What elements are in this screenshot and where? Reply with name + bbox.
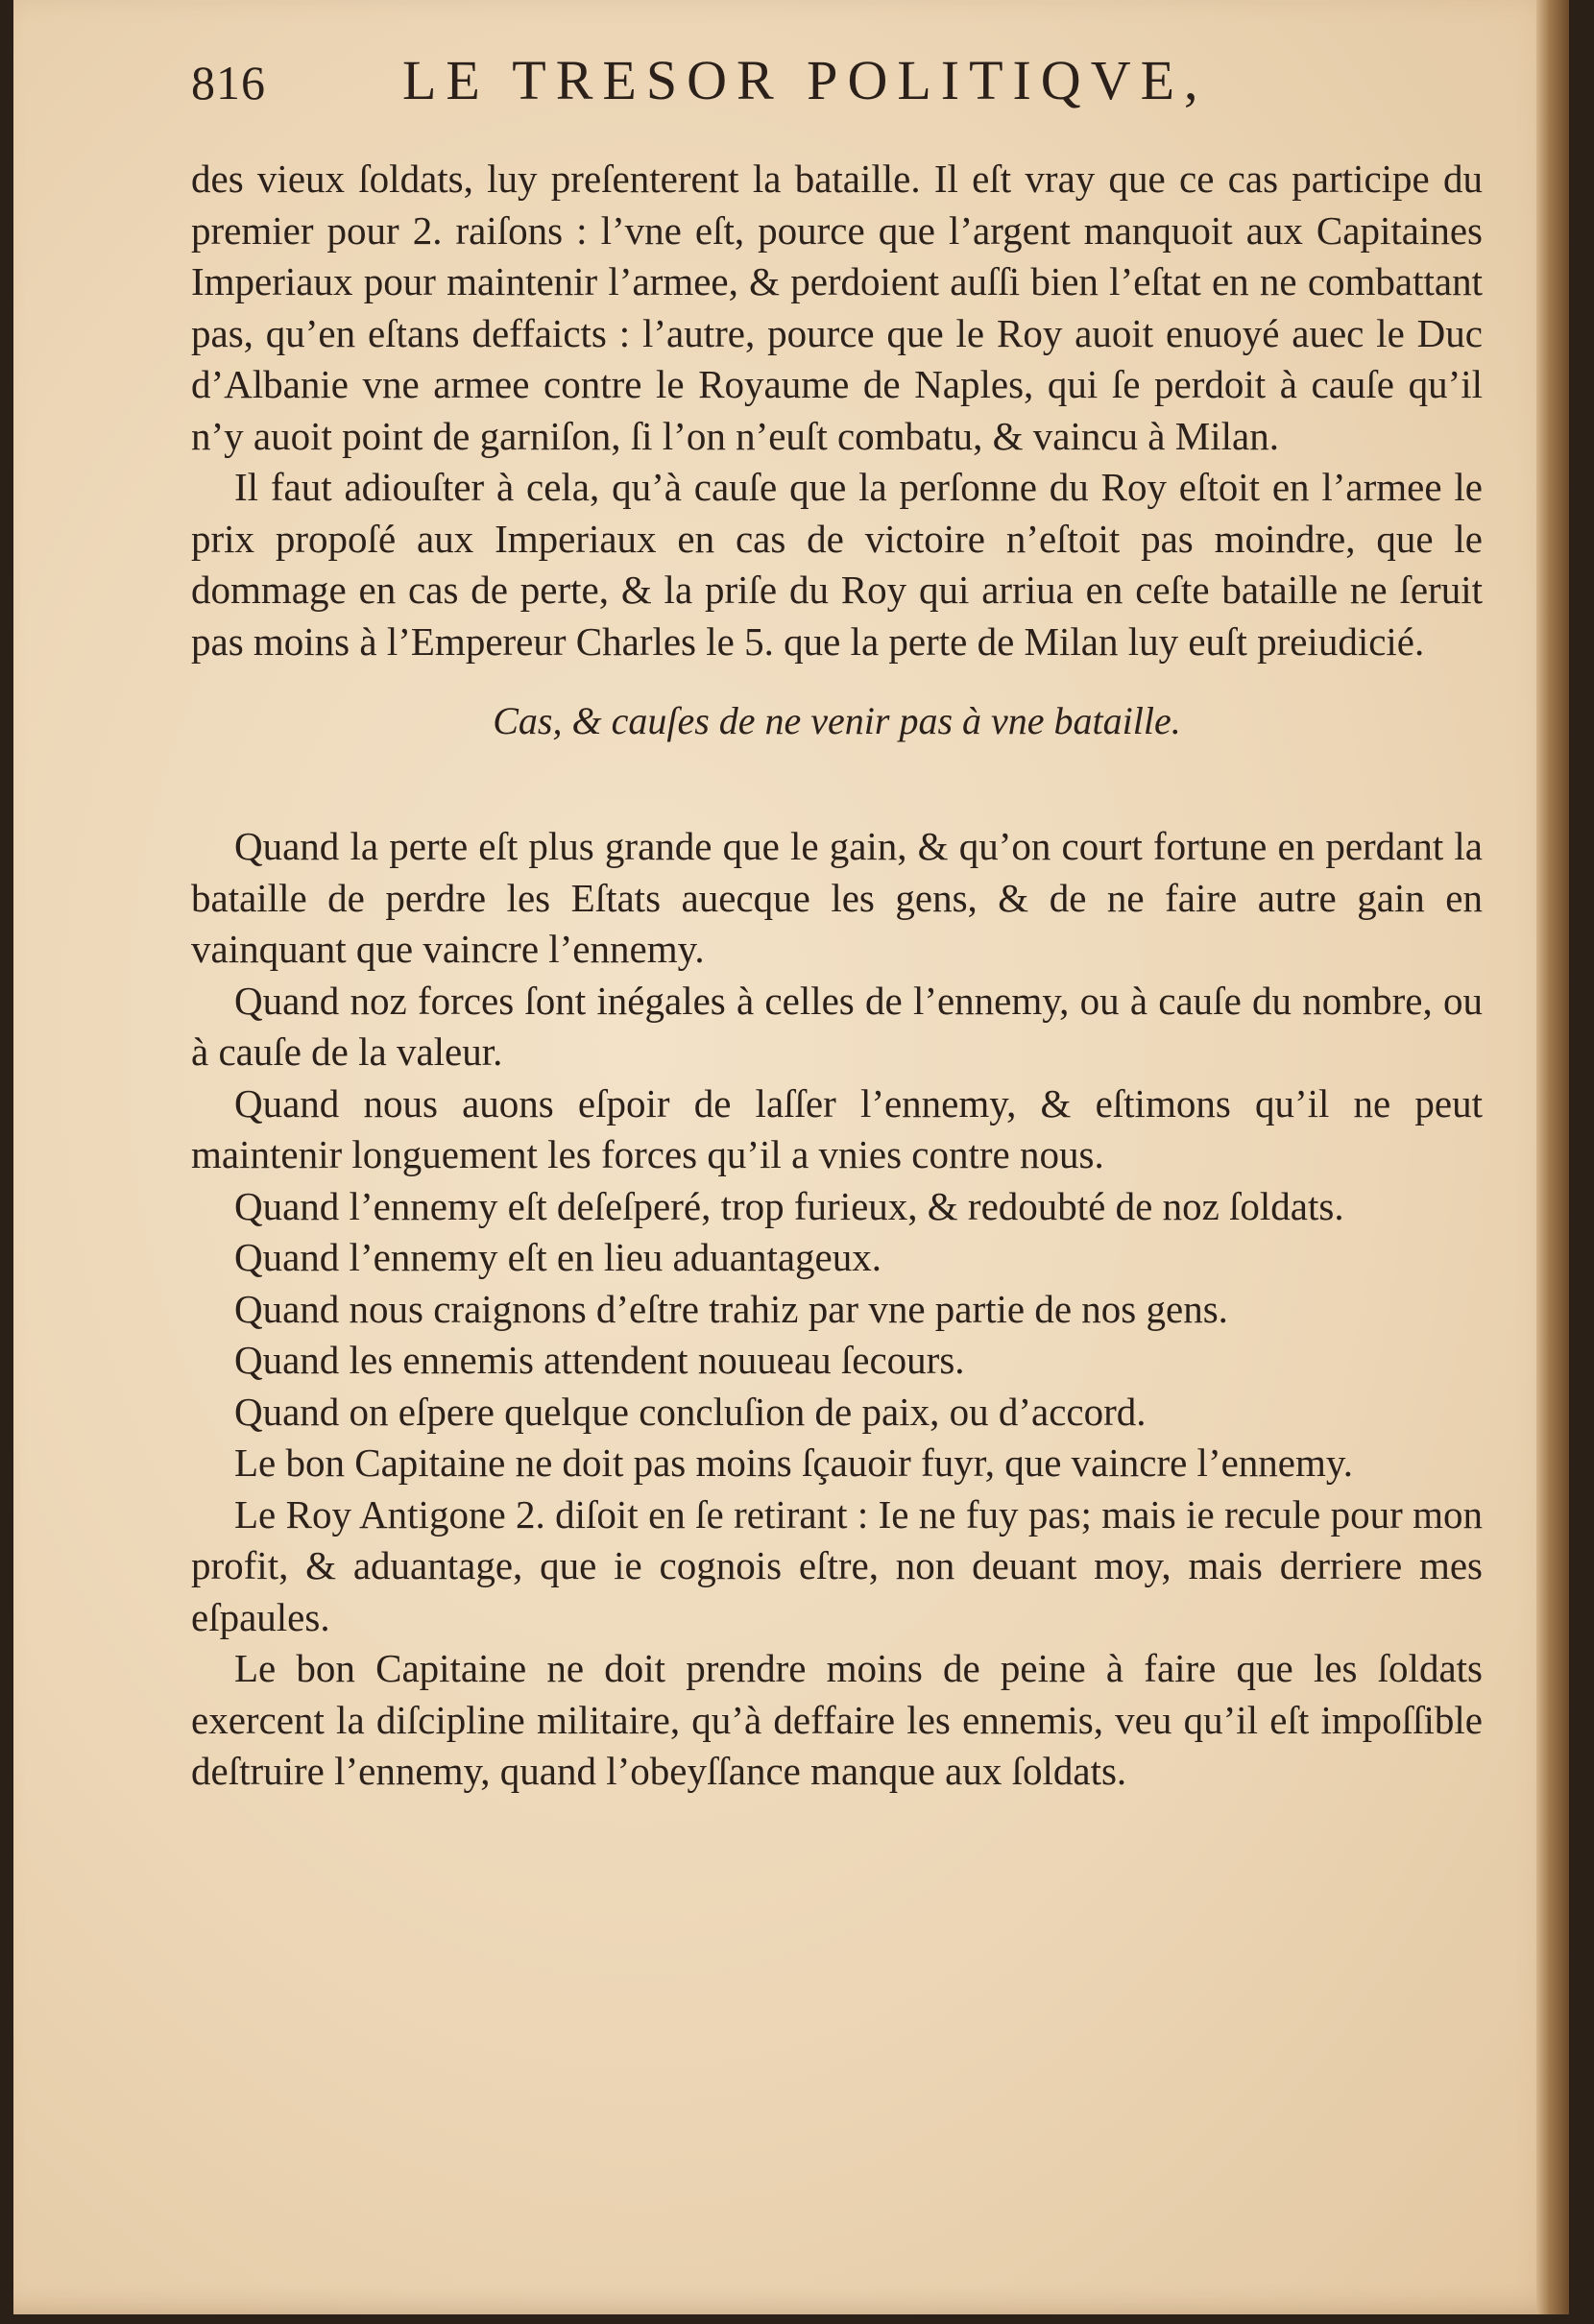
paragraph: Quand noz forces ſont inégales à celles de l’ennemy, ou à cauſe du nombre, ou à cauſe de la valeur.: [191, 978, 1483, 1074]
paragraph: Le Roy Antigone 2. diſoit en ſe retirant : Ie ne fuy pas; mais ie recule pour mon profit, & aduantage, que ie cognois eſtre, non deuant moy, mais derriere mes eſpaules.: [191, 1491, 1483, 1639]
paragraph: des vieux ſoldats, luy preſenterent la bataille. Il eſt vray que ce cas participe du premier pour 2. raiſons : l’vne eſt, pource que l’argent manquoit aux Capitaines Imperiaux pour maintenir l’armee, & perdoient auſſi bien l’eſtat en ne combattant pas, qu’en eſtans deffaicts : l’autre, pource que le Roy auoit enuoyé auec le Duc d’Albanie vne armee contre le Royaume de Naples, qui ſe perdoit à cauſe qu’il n’y auoit point de garniſon, ſi l’on n’euſt combatu, & vaincu à Milan.: [191, 157, 1483, 458]
paragraph: Quand les ennemis attendent nouueau ſecours.: [234, 1338, 965, 1382]
book-page: [13, 0, 1569, 2314]
paragraph: Quand la perte eſt plus grande que le gain, & qu’on court fortune en perdant la bataille de perdre les Eſtats auecque les gens, & de ne faire autre gain en vainquant que vaincre l’ennemy.: [191, 824, 1483, 971]
book-spine-shadow: [1536, 0, 1569, 2314]
paragraph: Quand nous craignons d’eſtre trahiz par vne partie de nos gens.: [234, 1286, 1228, 1331]
paragraph: Quand l’ennemy eſt deſeſperé, trop furieux, & redoubté de noz ſoldats.: [234, 1183, 1344, 1228]
section-heading: Cas, & cauſes de ne venir pas à vne bataille.: [493, 699, 1181, 742]
page-header: [191, 48, 1483, 154]
page-number: 816: [191, 56, 266, 109]
paragraph: Il faut adiouſter à cela, qu’à cauſe que la perſonne du Roy eſtoit en l’armee le prix propoſé aux Imperiaux en cas de victoire n’eſtoit pas moindre, que le dommage en cas de perte, & la priſe du Roy qui arriua en ceſte bataille ne ſeruit pas moins à l’Empereur Charles le 5. que la perte de Milan luy euſt preiudicié.: [191, 465, 1483, 664]
paragraph: Quand nous auons eſpoir de laſſer l’ennemy, & eſtimons qu’il ne peut maintenir longuement les forces qu’il a vnies contre nous.: [191, 1080, 1483, 1176]
paragraph: Le bon Capitaine ne doit prendre moins de peine à faire que les ſoldats exercent la diſcipline militaire, qu’à deffaire les ennemis, veu qu’il eſt impoſſible deſtruire l’ennemy, quand l’obeyſſance manque aux ſoldats.: [191, 1646, 1483, 1793]
paragraph: Le bon Capitaine ne doit pas moins ſçauoir fuyr, que vaincre l’ennemy.: [234, 1440, 1353, 1485]
text-block: [191, 48, 1483, 1798]
running-head: LE TRESOR POLITIQVE,: [402, 49, 1208, 111]
paragraph: Quand l’ennemy eſt en lieu aduantageux.: [234, 1235, 882, 1279]
paragraph: Quand on eſpere quelque concluſion de paix, ou d’accord.: [234, 1389, 1147, 1434]
